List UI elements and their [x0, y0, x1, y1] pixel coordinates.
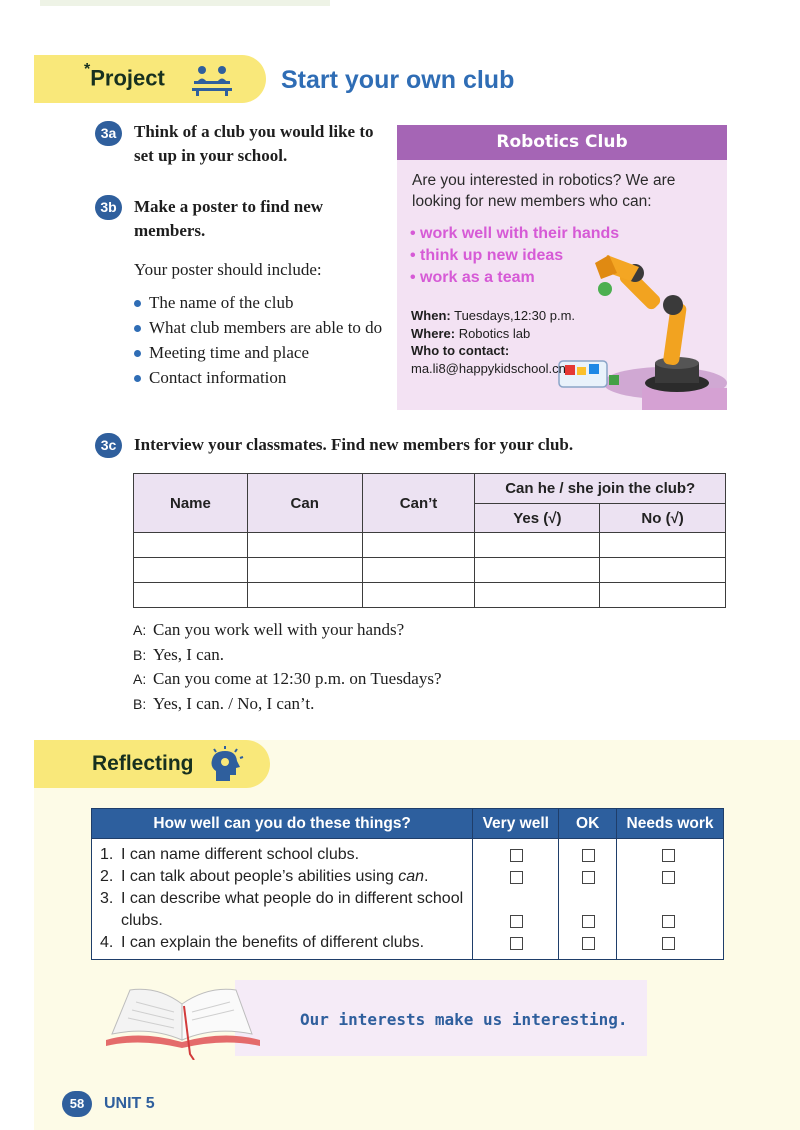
header-yes: Yes (√) — [475, 504, 600, 533]
task-3a-text: Think of a club you would like to set up in your school. — [134, 122, 374, 165]
section-title: Start your own club — [281, 66, 515, 94]
header-can: Can — [247, 474, 362, 533]
ability-item: • think up new ideas — [410, 245, 619, 267]
statement-text: I can name different school clubs. — [121, 846, 360, 863]
dialogue-text: Yes, I can. / No, I can’t. — [153, 693, 315, 713]
dialogue-line — [133, 692, 442, 717]
blank-cell[interactable] — [134, 558, 248, 583]
checkbox-ok-3[interactable] — [582, 915, 595, 928]
unit-label: UNIT 5 — [104, 1095, 155, 1112]
blank-cell[interactable] — [247, 558, 362, 583]
header-question: How well can you do these things? — [92, 809, 473, 839]
project-label — [84, 61, 165, 91]
checkbox-ok-1[interactable] — [582, 849, 595, 862]
speaker: B: — [133, 646, 147, 663]
statement-item — [100, 888, 464, 932]
where-label: Where: — [411, 325, 456, 341]
when-value: Tuesdays,12:30 p.m. — [454, 308, 576, 323]
project-marker: * — [84, 61, 91, 78]
ability-item: • work as a team — [410, 267, 619, 289]
page-number: 58 — [62, 1091, 92, 1117]
list-item: Meeting time and place — [134, 340, 382, 365]
contact-label: Who to contact: — [411, 343, 510, 358]
dialogue-line — [133, 618, 442, 643]
blank-cell[interactable] — [247, 583, 362, 608]
interview-table — [133, 473, 726, 608]
checkbox-very-well-1[interactable] — [510, 849, 523, 862]
header-cant: Can’t — [362, 474, 475, 533]
poster-intro: Are you interested in robotics? We are looking for new members who can: — [412, 172, 676, 210]
very-well-column — [473, 839, 559, 960]
speaker: A: — [133, 671, 147, 687]
statement-text-end: . — [424, 868, 429, 885]
table-row — [134, 583, 726, 608]
blank-cell[interactable] — [362, 583, 475, 608]
badge-3a: 3a — [95, 121, 122, 146]
task-3c-text: Interview your classmates. Find new members for your club. — [134, 435, 574, 454]
statement-number: 4. — [100, 934, 114, 951]
header-ok: OK — [559, 809, 617, 839]
speaker: A: — [133, 622, 147, 638]
motto-text: Our interests make us interesting. — [300, 1010, 628, 1029]
blank-cell[interactable] — [600, 533, 726, 558]
dialogue-text: Can you come at 12:30 p.m. on Tuesdays? — [153, 669, 442, 688]
table-row — [134, 558, 726, 583]
contact-email: ma.li8@happykidschool.cn — [411, 360, 566, 376]
header-name: Name — [134, 474, 248, 533]
project-label-text: Project — [90, 65, 165, 91]
blank-cell[interactable] — [134, 533, 248, 558]
dialogue-text: Yes, I can. — [153, 644, 224, 664]
robotics-club-poster — [397, 125, 727, 410]
needs-work-column — [617, 839, 724, 960]
checkbox-very-well-4[interactable] — [510, 937, 523, 950]
header-no: No (√) — [600, 504, 726, 533]
reflecting-label: Reflecting — [92, 752, 194, 775]
dialogue-line — [133, 667, 442, 692]
checkbox-needs-work-1[interactable] — [662, 849, 675, 862]
table-row — [134, 533, 726, 558]
when-label: When: — [411, 308, 451, 323]
blank-cell[interactable] — [475, 558, 600, 583]
thinking-head-icon — [208, 745, 248, 783]
header-join: Can he / she join the club? — [475, 474, 726, 504]
checkbox-needs-work-4[interactable] — [662, 937, 675, 950]
statement-number: 3. — [100, 890, 114, 907]
blank-cell[interactable] — [600, 558, 726, 583]
blank-cell[interactable] — [600, 583, 726, 608]
badge-3c: 3c — [95, 433, 122, 458]
dialogue-text: Can you work well with your hands? — [153, 620, 405, 639]
blank-cell[interactable] — [475, 533, 600, 558]
checkbox-very-well-2[interactable] — [510, 871, 523, 884]
blank-cell[interactable] — [247, 533, 362, 558]
statement-list — [92, 839, 473, 960]
statement-number: 1. — [100, 846, 114, 863]
group-people-icon — [190, 64, 234, 96]
statement-item — [100, 844, 464, 866]
list-item: What club members are able to do — [134, 315, 382, 340]
statement-item — [100, 932, 464, 954]
top-decoration — [40, 0, 330, 6]
statement-item — [100, 866, 464, 888]
where-value: Robotics lab — [458, 325, 531, 341]
task-3b-text: Make a poster to find new members. — [134, 197, 324, 240]
open-book-icon — [100, 982, 265, 1060]
poster-title: Robotics Club — [397, 125, 727, 160]
ok-column — [559, 839, 617, 960]
statement-text: I can describe what people do in different school clubs. — [121, 890, 464, 929]
blank-cell[interactable] — [134, 583, 248, 608]
example-dialogue — [133, 618, 442, 716]
list-item: Contact information — [134, 365, 382, 390]
reflection-table — [91, 808, 724, 960]
checkbox-ok-4[interactable] — [582, 937, 595, 950]
checkbox-very-well-3[interactable] — [510, 915, 523, 928]
blank-cell[interactable] — [362, 533, 475, 558]
checkbox-ok-2[interactable] — [582, 871, 595, 884]
dialogue-line — [133, 643, 442, 668]
statement-number: 2. — [100, 868, 114, 885]
badge-3b: 3b — [95, 195, 122, 220]
poster-details — [411, 307, 575, 377]
header-needs-work: Needs work — [617, 809, 724, 839]
checkbox-needs-work-3[interactable] — [662, 915, 675, 928]
statement-text: I can talk about people’s abilities using — [121, 868, 399, 885]
header-very-well: Very well — [473, 809, 559, 839]
blank-cell[interactable] — [362, 558, 475, 583]
statement-italic-word: can — [398, 868, 425, 885]
statement-text: I can explain the benefits of different clubs. — [121, 934, 425, 951]
speaker: B: — [133, 695, 147, 712]
checkbox-needs-work-2[interactable] — [662, 871, 675, 884]
blank-cell[interactable] — [475, 583, 600, 608]
poster-include-list — [134, 290, 382, 390]
poster-include-intro: Your poster should include: — [134, 260, 322, 279]
ability-item: • work well with their hands — [410, 223, 619, 245]
list-item: The name of the club — [134, 290, 382, 315]
